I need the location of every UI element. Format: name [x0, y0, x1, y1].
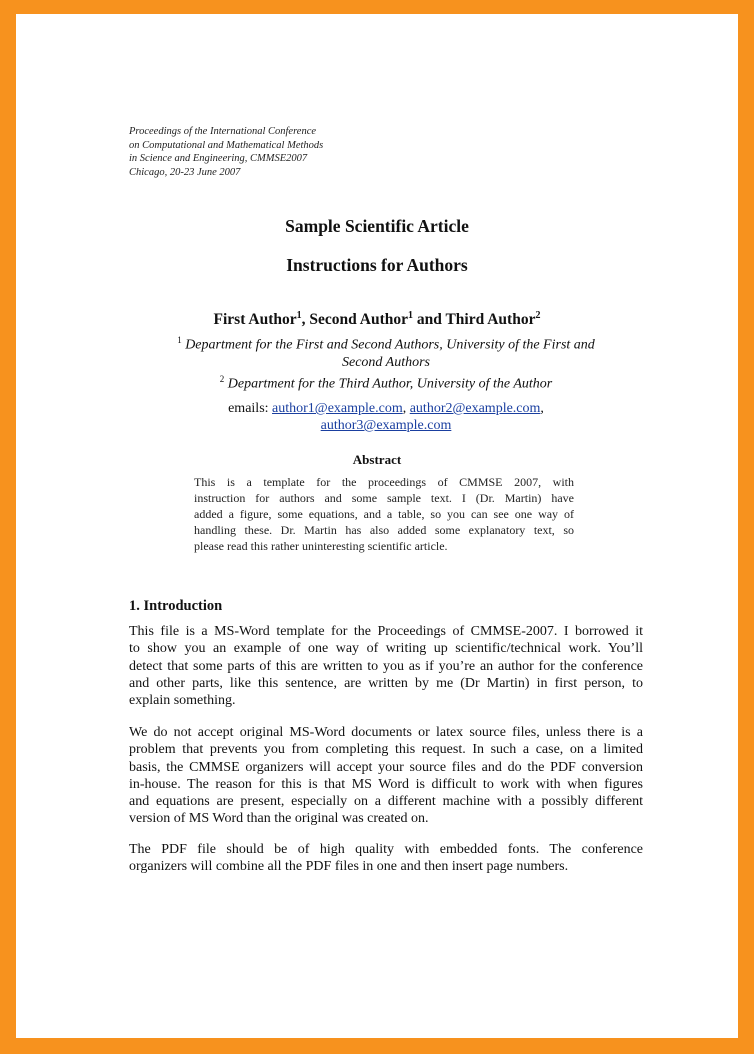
affiliation-line	[156, 332, 616, 354]
author-name: Second Author	[309, 311, 408, 329]
paragraph	[129, 623, 643, 709]
paragraph-line: This file is a MS-Word template for the Proceedings of CMMSE-2007. I borrowed it	[129, 624, 643, 639]
paragraph-line: version of MS Word than the original was created on.	[129, 811, 429, 827]
affiliation-mark: 2	[219, 373, 225, 384]
paragraph-line: to show you an example of one way of writing up scientific/technical work. You’ll	[129, 641, 643, 657]
proceedings-line: Chicago, 20-23 June 2007	[129, 166, 241, 178]
author-list	[16, 310, 738, 329]
affiliation-text: Department for the Third Author, University of the Author	[224, 376, 553, 392]
paragraph-line: and equations are present, especially on a different machine with a possibly different	[129, 794, 643, 810]
email-link-author2[interactable]: author2@example.com	[409, 401, 541, 416]
paragraph-line: The PDF file should be of high quality with embedded fonts. The conference	[129, 842, 643, 857]
paragraph-line: and other parts, like this sentence, are written by me (Dr Martin) in first person, to	[129, 675, 643, 691]
email-link-author3[interactable]: author3@example.com	[320, 418, 452, 433]
emails-block: emails: author1@example.com, author2@example.com, author3@example.com	[228, 401, 544, 433]
author-name: First Author	[213, 311, 297, 329]
affiliation-text: Department for the First and Second Authors, University of the First and	[181, 337, 595, 353]
paragraph	[129, 724, 643, 828]
affiliation-mark: 1	[177, 335, 182, 345]
abstract-line: This is a template for the proceedings of CMMSE 2007, with	[194, 475, 574, 489]
paragraph-line: in-house. The reason for this is that MS Word is difficult to work with when figures	[129, 776, 643, 792]
abstract-line: please read this rather uninteresting scientific article.	[194, 539, 448, 553]
author-affil-mark: 1	[407, 310, 413, 321]
author-affil-mark: 1	[296, 310, 302, 321]
author-name: Third Author	[445, 311, 536, 329]
paragraph-line: basis, the CMMSE organizers will accept your source files and do the PDF conversion	[129, 759, 643, 775]
paragraph-line: detect that some parts of this are written to you as if you’re an author for the conference	[129, 658, 643, 674]
abstract-line: instruction for authors and some sample text. I (Dr. Martin) have	[194, 491, 574, 505]
abstract-heading: Abstract	[352, 452, 402, 467]
author-separator: and	[412, 311, 446, 329]
article-subtitle: Instructions for Authors	[286, 255, 468, 275]
proceedings-header	[129, 125, 323, 179]
paragraph-line: We do not accept original MS-Word documents or latex source files, unless there is a	[129, 725, 643, 740]
proceedings-line: on Computational and Mathematical Methods	[129, 139, 324, 151]
paragraph	[129, 841, 643, 876]
abstract-line: handling these. Dr. Martin has also added some explanatory text, so	[194, 523, 574, 537]
affiliation-line	[156, 371, 616, 393]
proceedings-line: Proceedings of the International Conference	[129, 126, 317, 137]
abstract-body	[194, 474, 574, 554]
document-page	[16, 14, 738, 1038]
paragraph-line: problem that prevents you from completing this request. In such a case, on a limited	[129, 742, 643, 758]
author-separator: ,	[301, 311, 310, 329]
affiliation-line: Second Authors	[341, 354, 430, 370]
article-title: Sample Scientific Article	[285, 216, 469, 236]
section-heading-introduction: 1. Introduction	[129, 598, 223, 614]
paragraph-line: explain something.	[129, 693, 236, 709]
proceedings-line: in Science and Engineering, CMMSE2007	[129, 153, 308, 164]
affiliations	[156, 332, 616, 392]
email-link-author1[interactable]: author1@example.com	[272, 401, 403, 416]
emails-label: emails:	[228, 401, 273, 416]
author-affil-mark: 2	[535, 310, 541, 321]
paragraph-line: organizers will combine all the PDF files in one and then insert page numbers.	[129, 859, 569, 875]
abstract-line: added a figure, some equations, and a table, so you can see one way of	[194, 507, 574, 521]
